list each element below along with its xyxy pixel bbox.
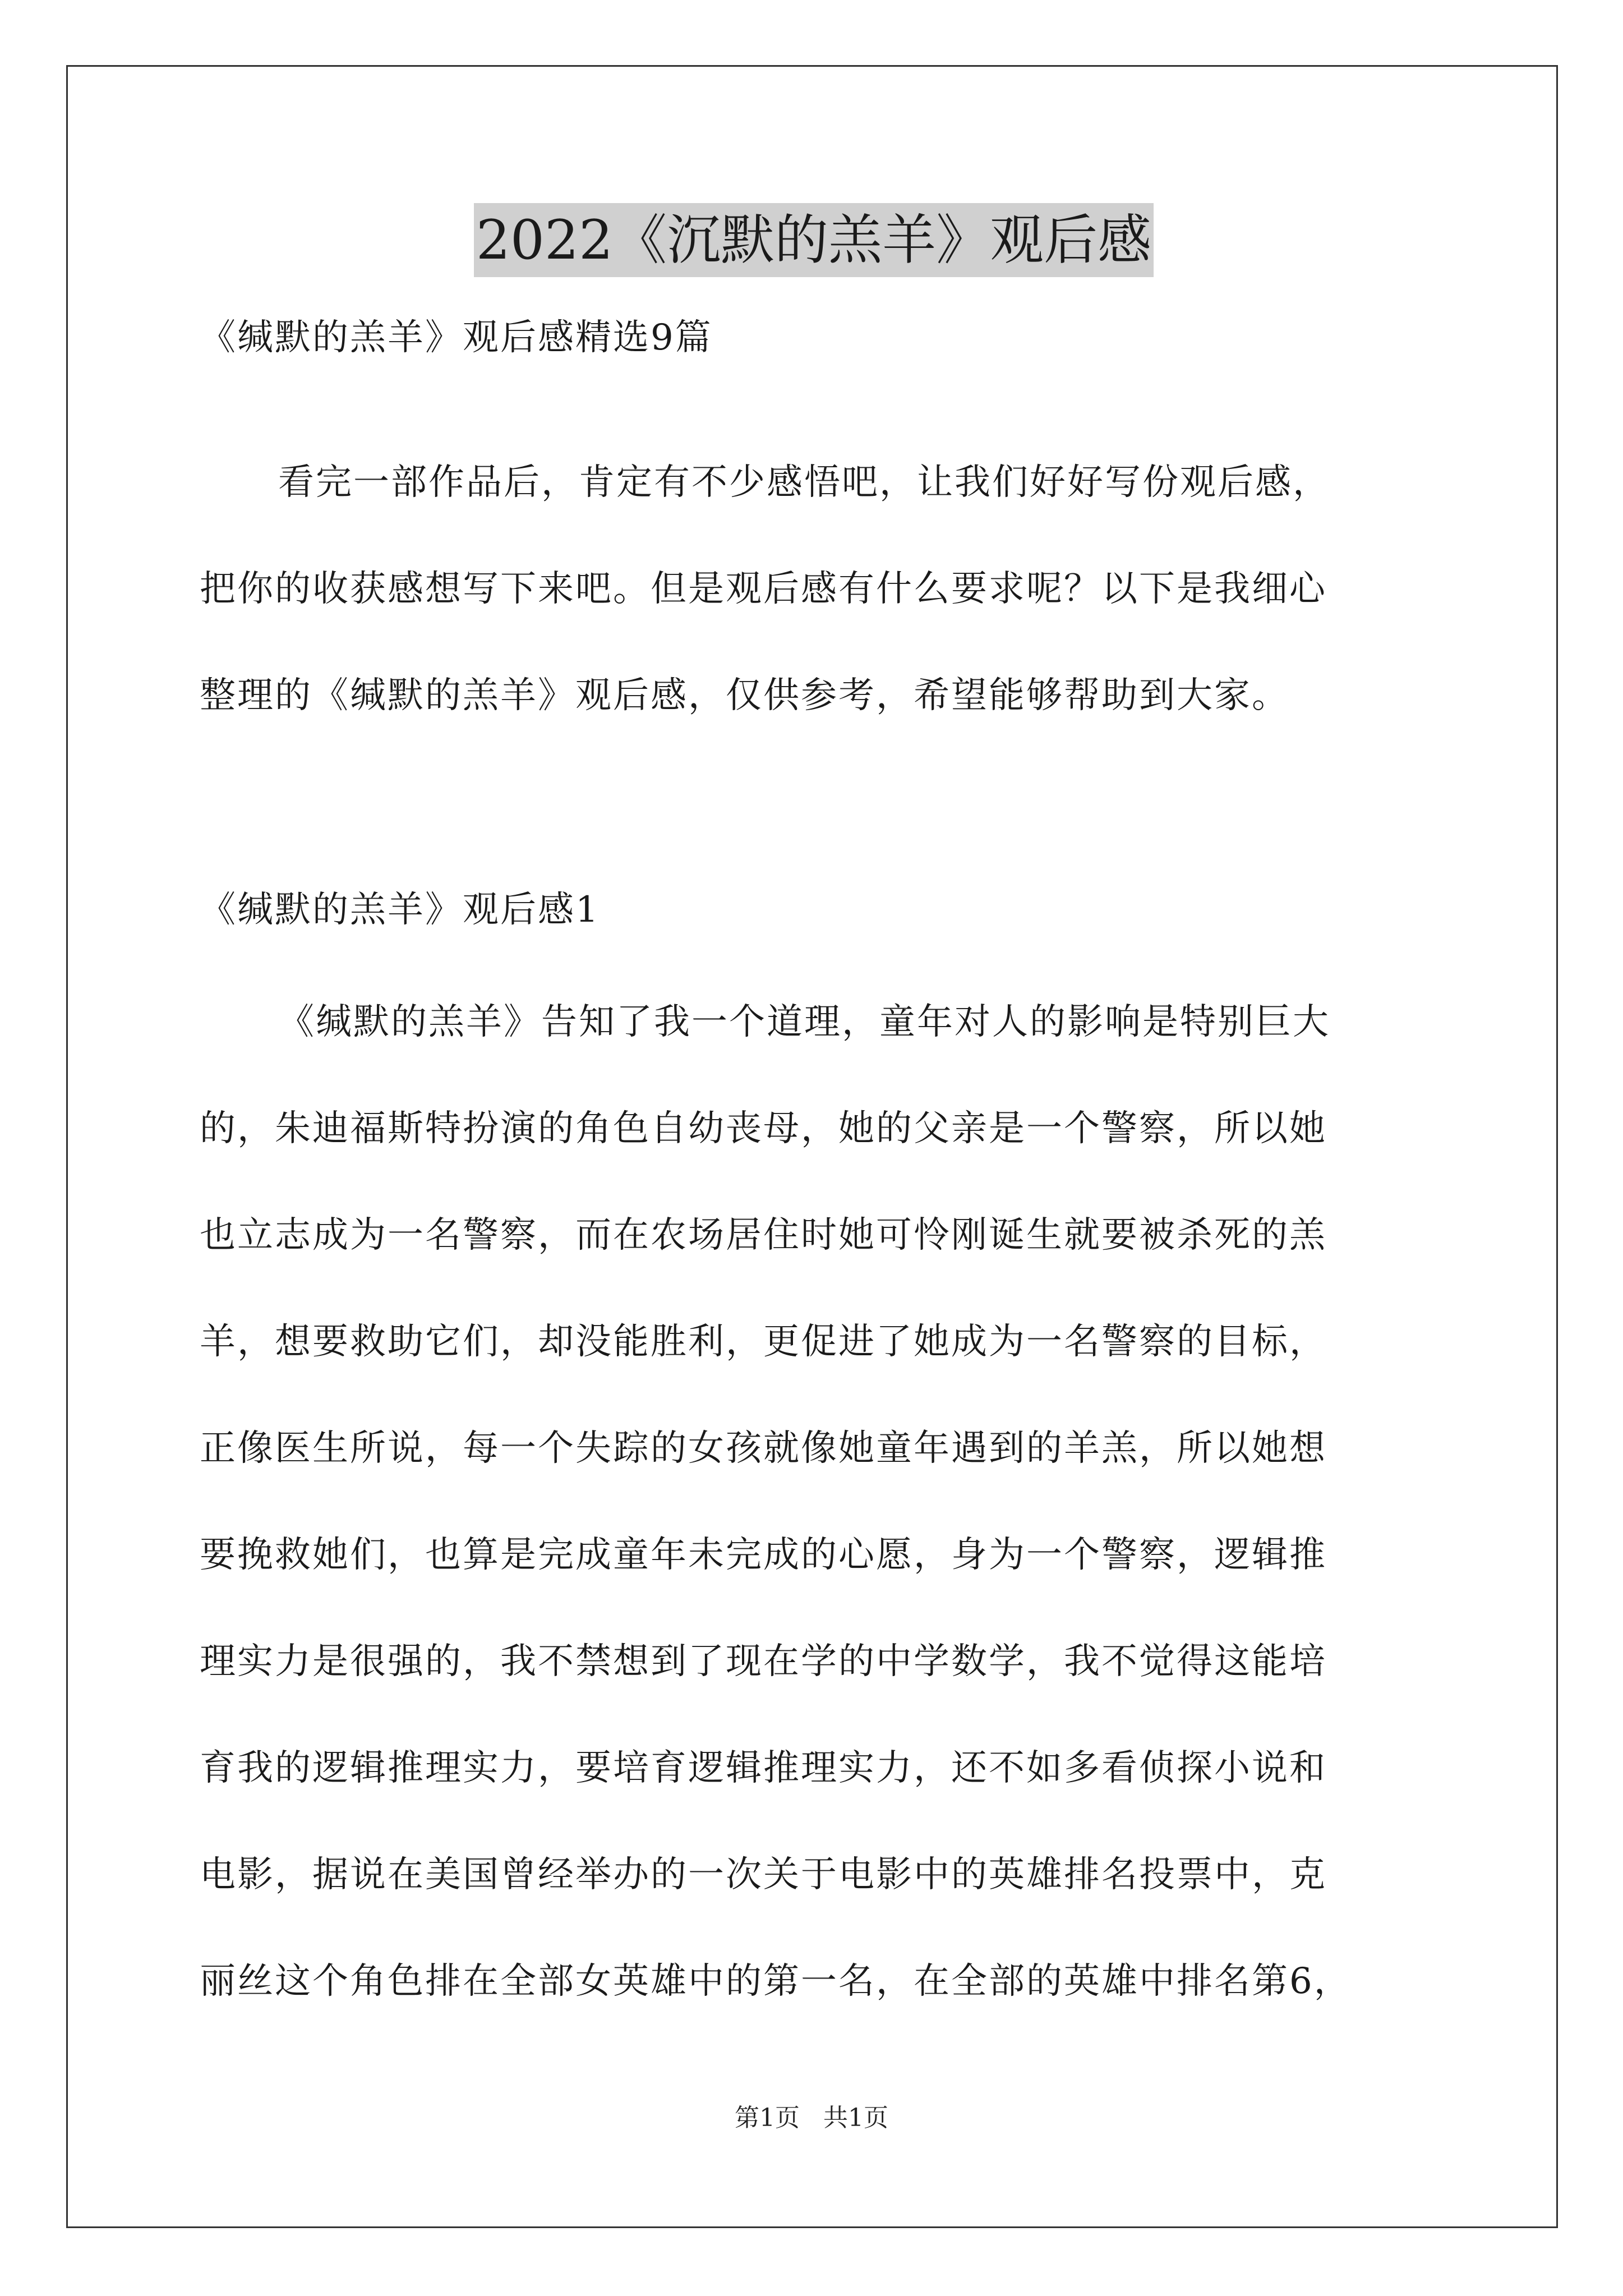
intro-line: 整理的《缄默的羔羊》观后感，仅供参考，希望能够帮助到大家。 bbox=[200, 675, 1289, 716]
body-line: 正像医生所说，每一个失踪的女孩就像她童年遇到的羊羔，所以她想 bbox=[200, 1428, 1327, 1469]
body-line: 育我的逻辑推理实力，要培育逻辑推理实力，还不如多看侦探小说和 bbox=[200, 1747, 1327, 1789]
intro-line: 把你的收获感想写下来吧。但是观后感有什么要求呢？以下是我细心 bbox=[200, 568, 1327, 610]
body-line: 电影，据说在美国曾经举办的一次关于电影中的英雄排名投票中，克 bbox=[200, 1854, 1327, 1895]
document-subtitle: 《缄默的羔羊》观后感精选9篇 bbox=[200, 317, 713, 358]
body-line: 理实力是很强的，我不禁想到了现在学的中学数学，我不觉得这能培 bbox=[200, 1641, 1327, 1682]
section-heading: 《缄默的羔羊》观后感1 bbox=[200, 889, 600, 931]
page-total: 共1页 bbox=[823, 2104, 888, 2132]
page-footer bbox=[0, 2102, 1623, 2134]
intro-line: 看完一部作品后，肯定有不少感悟吧，让我们好好写份观后感， bbox=[278, 462, 1330, 503]
body-line: 的，朱迪福斯特扮演的角色自幼丧母，她的父亲是一个警察，所以她 bbox=[200, 1108, 1327, 1149]
page-number: 第1页 bbox=[735, 2104, 800, 2132]
body-line: 《缄默的羔羊》告知了我一个道理，童年对人的影响是特别巨大 bbox=[278, 1001, 1330, 1043]
document-title: 2022《沉默的羔羊》观后感 bbox=[474, 203, 1154, 277]
body-line: 也立志成为一名警察，而在农场居住时她可怜刚诞生就要被杀死的羔 bbox=[200, 1214, 1327, 1256]
body-line: 羊，想要救助它们，却没能胜利，更促进了她成为一名警察的目标， bbox=[200, 1321, 1327, 1363]
body-line: 丽丝这个角色排在全部女英雄中的第一名，在全部的英雄中排名第6， bbox=[200, 1961, 1352, 2002]
body-line: 要挽救她们，也算是完成童年未完成的心愿，身为一个警察，逻辑推 bbox=[200, 1534, 1327, 1576]
title-container bbox=[200, 203, 1428, 277]
